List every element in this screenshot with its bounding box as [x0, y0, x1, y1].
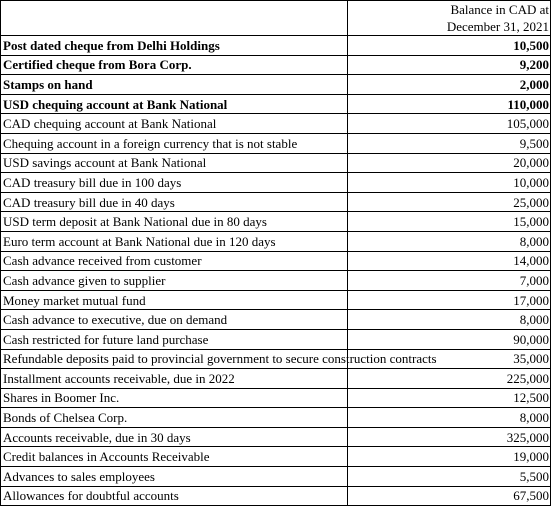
row-value: 9,200: [348, 55, 551, 75]
row-value: 25,000: [348, 192, 551, 212]
table-row: [1, 153, 551, 173]
table-row: [1, 173, 551, 193]
table-row: [1, 467, 551, 487]
row-label: Cash restricted for future land purchase: [1, 329, 348, 349]
table-row: [1, 349, 551, 369]
table-row: [1, 388, 551, 408]
row-value: 9,500: [348, 133, 551, 153]
row-value: 10,500: [348, 36, 551, 56]
table-row: [1, 408, 551, 428]
header-blank-cell: [1, 1, 348, 36]
table-row: [1, 212, 551, 232]
row-label: CAD treasury bill due in 100 days: [1, 173, 348, 193]
table-row: [1, 114, 551, 134]
table-row: [1, 290, 551, 310]
table-row: [1, 251, 551, 271]
row-value: 90,000: [348, 329, 551, 349]
row-value: 12,500: [348, 388, 551, 408]
table-row: [1, 75, 551, 95]
column-header-line2: December 31, 2021: [446, 19, 549, 34]
row-label: Shares in Boomer Inc.: [1, 388, 348, 408]
row-label: Chequing account in a foreign currency that is not stable: [1, 133, 348, 153]
row-label: CAD chequing account at Bank National: [1, 114, 348, 134]
row-value: 15,000: [348, 212, 551, 232]
table-row: [1, 192, 551, 212]
row-value: 10,000: [348, 173, 551, 193]
row-label: Advances to sales employees: [1, 467, 348, 487]
row-label: USD savings account at Bank National: [1, 153, 348, 173]
row-label: USD chequing account at Bank National: [1, 94, 348, 114]
row-label: USD term deposit at Bank National due in 80 days: [1, 212, 348, 232]
row-label: Refundable deposits paid to provincial government to secure construction contracts: [1, 349, 348, 369]
row-value: 8,000: [348, 408, 551, 428]
row-value: 8,000: [348, 310, 551, 330]
row-value: 2,000: [348, 75, 551, 95]
row-label: Cash advance to executive, due on demand: [1, 310, 348, 330]
row-value: 14,000: [348, 251, 551, 271]
row-label: Stamps on hand: [1, 75, 348, 95]
table-row: [1, 427, 551, 447]
table-row: [1, 94, 551, 114]
column-header-line1: Balance in CAD at: [450, 2, 549, 17]
row-value: 35,000: [348, 349, 551, 369]
row-label: Cash advance received from customer: [1, 251, 348, 271]
row-value: 225,000: [348, 369, 551, 389]
row-value: 67,500: [348, 486, 551, 506]
table-row: [1, 310, 551, 330]
row-label: Allowances for doubtful accounts: [1, 486, 348, 506]
row-label: Bonds of Chelsea Corp.: [1, 408, 348, 428]
row-label: Credit balances in Accounts Receivable: [1, 447, 348, 467]
header-row: [1, 1, 551, 36]
table-row: [1, 55, 551, 75]
row-value: 8,000: [348, 231, 551, 251]
row-value: 20,000: [348, 153, 551, 173]
row-value: 325,000: [348, 427, 551, 447]
table-row: [1, 369, 551, 389]
row-value: 110,000: [348, 94, 551, 114]
table-row: [1, 486, 551, 506]
row-label: Euro term account at Bank National due in 120 days: [1, 231, 348, 251]
table-row: [1, 36, 551, 56]
table-row: [1, 447, 551, 467]
row-value: 5,500: [348, 467, 551, 487]
column-header: [348, 1, 551, 36]
row-label: CAD treasury bill due in 40 days: [1, 192, 348, 212]
row-label: Money market mutual fund: [1, 290, 348, 310]
table-row: [1, 329, 551, 349]
row-label: Accounts receivable, due in 30 days: [1, 427, 348, 447]
row-value: 7,000: [348, 271, 551, 291]
row-label: Installment accounts receivable, due in 2022: [1, 369, 348, 389]
row-label: Cash advance given to supplier: [1, 271, 348, 291]
table-row: [1, 231, 551, 251]
row-label: Certified cheque from Bora Corp.: [1, 55, 348, 75]
row-value: 105,000: [348, 114, 551, 134]
row-value: 19,000: [348, 447, 551, 467]
row-label: Post dated cheque from Delhi Holdings: [1, 36, 348, 56]
table-row: [1, 271, 551, 291]
table-row: [1, 133, 551, 153]
row-value: 17,000: [348, 290, 551, 310]
